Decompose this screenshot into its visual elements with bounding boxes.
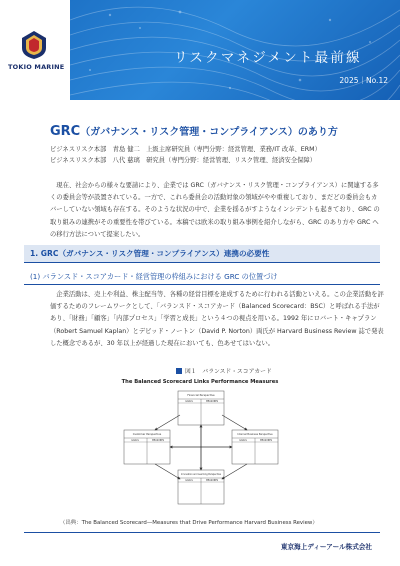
figure-caption (176, 366, 272, 375)
innovation-measures: MEASURES (205, 479, 219, 482)
balanced-scorecard-figure (110, 375, 290, 508)
figure-marker-icon (176, 368, 182, 374)
subsection-heading: (1) バランスド・スコアカード・経営管理の枠組みにおける GRC の位置づけ (30, 272, 278, 281)
customer-box (124, 430, 170, 464)
innovation-goals: GOALS (185, 479, 193, 482)
newsletter-title: リスクマネジメント最前線 (174, 50, 362, 66)
intro-paragraph: 現在、社会からの様々な要請により、企業では GRC（ガバナンス・リスク管理・コンプライアンス）に関連する多くの委員会等が設置されている。一方で、これら委員会の活動対象の領域がやや重複しており、まだどの委員会もカバーしていない領域も存在する。そのような状況の中で、企業を揺るがすようなインシデントも起きており、GRC の取り組みの連携がその重要性を帯びている。本稿では欧米の取り組み事例を紹介しながら、GRC のあり方や GRC への移行方法について提案したい。 (50, 182, 380, 238)
section-heading (24, 245, 380, 263)
footer-divider (24, 532, 380, 533)
scorecard-diagram (110, 375, 290, 508)
footer-company-name: 東京海上ディーアール株式会社 (280, 543, 372, 551)
internal-goals: GOALS (239, 439, 247, 442)
customer-measures: MEASURES (151, 439, 165, 442)
innovation-label: Innovation and Learning Perspective (181, 473, 221, 476)
customer-label: Customer Perspective (132, 433, 162, 436)
article-title-main: GRC (50, 124, 81, 139)
financial-measures: MEASURES (205, 400, 219, 403)
internal-measures: MEASURES (259, 439, 273, 442)
financial-goals: GOALS (185, 400, 193, 403)
innovation-box (178, 470, 224, 504)
financial-label: Financial Perspective (187, 394, 215, 397)
article-title-sub: （ガバナンス・リスク管理・コンプライアンス）のあり方 (80, 127, 338, 138)
issue-number: 2025｜No.12 (339, 76, 388, 85)
customer-goals: GOALS (131, 439, 139, 442)
body-paragraph: 企業活動は、売上や利益、株主配当等、各種の経営目標を達成するために行われる活動といえる。この企業活動を評価するためのフレームワークとして、「バランスド・スコアカード（Balanced Scorecard：BSC）と呼ばれる手法があり、「財務」「顧客」「内部プロセス」「学習と成長」という４つの視点を用いる。1992 年にロバート・キャプラン（Robert Samuel Kaplan）とデビッド・ノートン（David P. Norton）両氏が Harvard Business Review 誌で発表した概念であるが、30 年以上が経過した現在においても、色あせてはいない。 (50, 291, 384, 347)
figure-caption-text: 図１ バランスド・スコアカード (185, 369, 272, 375)
article-title (50, 123, 338, 139)
section-heading-text: 1. GRC（ガバナンス・リスク管理・コンプライアンス）連携の必要性 (30, 249, 270, 258)
author-line: ビジネスリスク本部 青島 健二 上級主席研究員（専門分野：経営管理、業務/IT 改革、ERM） (50, 146, 321, 153)
internal-label: Internal Business Perspective (237, 433, 273, 436)
subsection-divider (24, 284, 380, 285)
logo-text: TOKIO MARINE (8, 63, 65, 71)
header-banner (70, 0, 400, 100)
logo-mark-icon (20, 30, 48, 60)
financial-box (178, 391, 224, 425)
author-line: ビジネスリスク本部 八代 慈璃 研究員（専門分野：経営管理、リスク管理、経済安全保障） (50, 157, 317, 164)
internal-box (232, 430, 278, 464)
figure-source: （出典：The Balanced Scorecard—Measures that Drive Performance Harvard Business Review） (60, 520, 318, 526)
figure-title: The Balanced Scorecard Links Performance Measures (121, 379, 279, 385)
company-logo (8, 30, 65, 80)
